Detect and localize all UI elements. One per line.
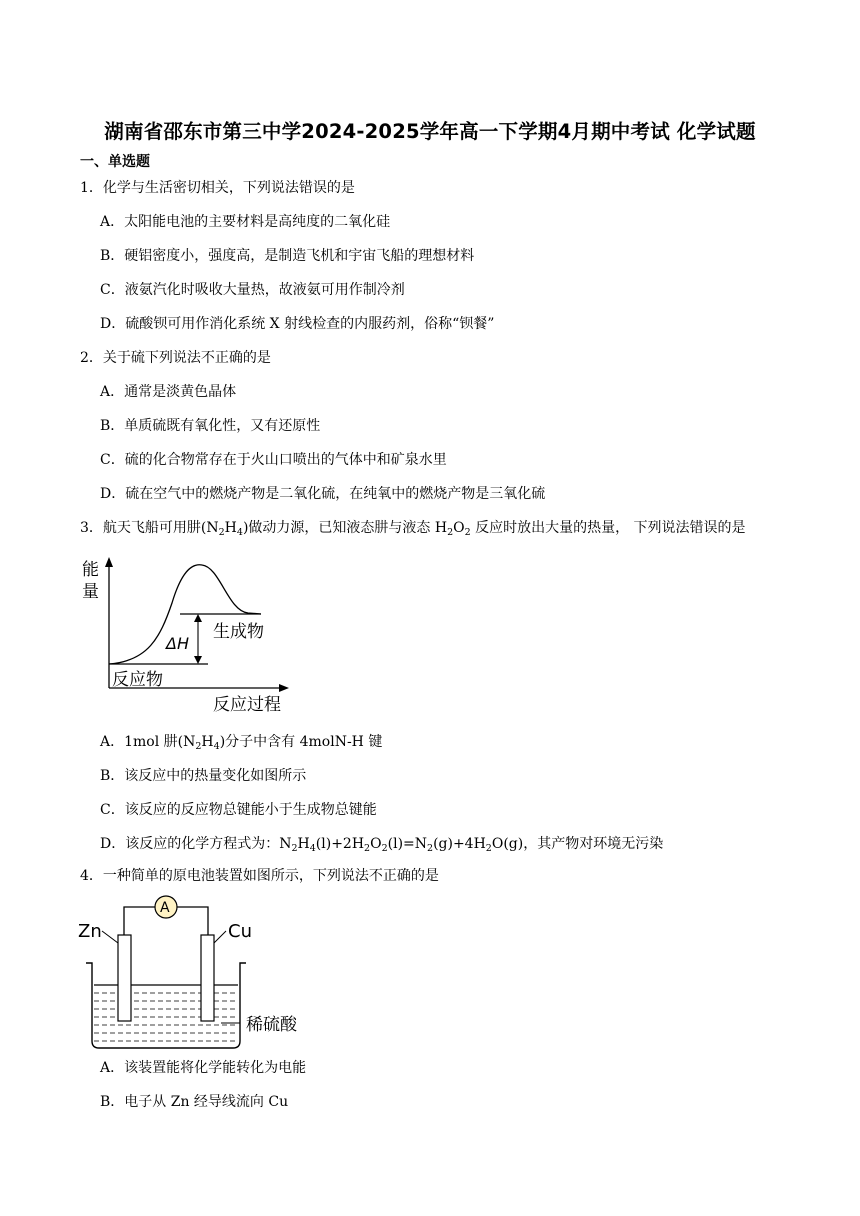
q1-option-b: B．硬铝密度小，强度高，是制造飞机和宇宙飞船的理想材料 xyxy=(100,248,475,264)
q1-stem: 1．化学与生活密切相关，下列说法错误的是 xyxy=(80,180,355,196)
q1-option-a: A．太阳能电池的主要材料是高纯度的二氧化硅 xyxy=(100,214,391,230)
q1-option-c: C．液氨汽化时吸收大量热，故液氨可用作制冷剂 xyxy=(100,282,405,298)
q3-option-d: D．该反应的化学方程式为：$N_2H_4(l)+2H_2O_2(l)=N_2(g)+4H_2O(g)$，其产物对环境无污染 xyxy=(100,836,664,854)
q3-option-a: A．1mol 肼$(N_2H_4)$分子中含有 4molN-H 键 xyxy=(100,734,383,752)
section-heading: 一、单选题 xyxy=(80,154,150,170)
q3-option-c: C．该反应的反应物总键能小于生成物总键能 xyxy=(100,802,377,818)
solution-label: 稀硫酸 xyxy=(246,1015,297,1035)
energy-diagram xyxy=(78,553,298,715)
x-axis-label: 反应过程 xyxy=(213,695,281,715)
delta-h-label: ΔH xyxy=(166,634,189,653)
q2-option-b: B．单质硫既有氧化性，又有还原性 xyxy=(100,418,321,434)
q4-option-a: A．该装置能将化学能转化为电能 xyxy=(100,1060,307,1076)
q3-stem: 3．航天飞船可用肼$(N_2H_4)$做动力源，已知液态肼与液态 $H_2O_2$ 反应时放出大量的热量， 下列说法错误的是 xyxy=(80,520,746,538)
page-title: 湖南省邵东市第三中学2024-2025学年高一下学期4月期中考试 化学试题 xyxy=(104,120,756,143)
q2-option-c: C．硫的化合物常存在于火山口喷出的气体中和矿泉水里 xyxy=(100,452,447,468)
reactants-label: 反应物 xyxy=(112,670,163,690)
q3-option-b: B．该反应中的热量变化如图所示 xyxy=(100,768,307,784)
y-axis-label-1: 能 xyxy=(82,560,99,580)
q2-option-d: D．硫在空气中的燃烧产物是二氧化硫，在纯氧中的燃烧产物是三氧化硫 xyxy=(100,486,546,502)
q2-stem: 2．关于硫下列说法不正确的是 xyxy=(80,350,271,366)
zn-electrode-label: Zn xyxy=(78,921,102,942)
q2-option-a: A．通常是淡黄色晶体 xyxy=(100,384,237,400)
q4-option-b: B．电子从 Zn 经导线流向 Cu xyxy=(100,1094,289,1110)
cu-electrode-label: Cu xyxy=(228,921,252,942)
ammeter-label: A xyxy=(160,900,170,916)
galvanic-cell-diagram xyxy=(76,893,326,1053)
q1-option-d: D．硫酸钡可用作消化系统 X 射线检查的内服药剂，俗称“钡餐” xyxy=(100,316,495,332)
q4-stem: 4．一种简单的原电池装置如图所示，下列说法不正确的是 xyxy=(80,868,439,884)
products-label: 生成物 xyxy=(213,622,264,642)
y-axis-label-2: 量 xyxy=(82,582,99,602)
